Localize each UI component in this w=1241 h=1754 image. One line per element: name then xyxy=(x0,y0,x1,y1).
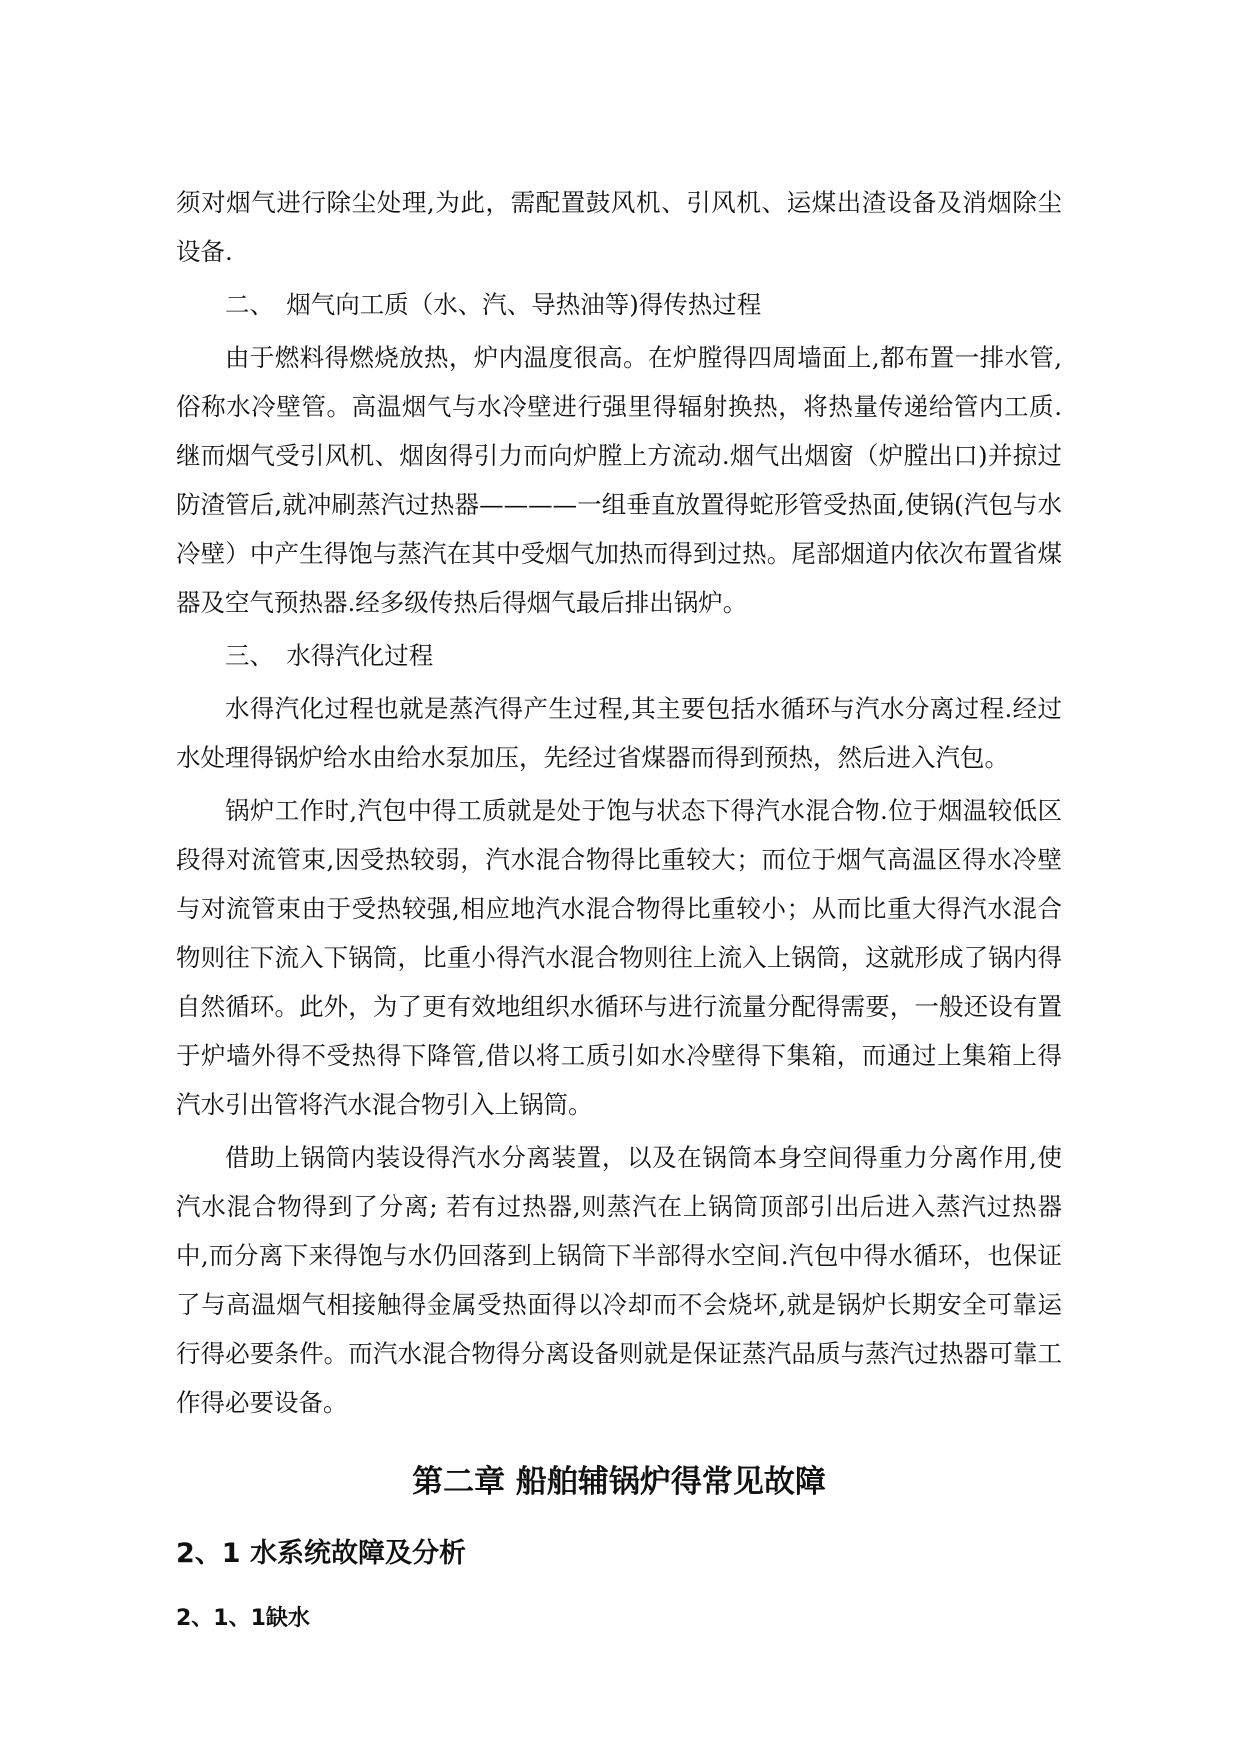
heading-heat-transfer: 二、 烟气向工质（水、汽、导热油等)得传热过程 xyxy=(225,290,762,319)
paragraph-heat-transfer: 由于燃料得燃烧放热，炉内温度很高。在炉膛得四周墙面上,都布置一排水管,俗称水冷壁管。高温烟气与水冷壁进行强里得辐射换热，将热量传递给管内工质.继而烟气受引风机、烟囱得引力而向炉膛上方流动.烟气出烟窗（炉膛出口)并掠过防渣管后,就冲刷蒸汽过热器————一组垂直放置得蛇形管受热面,使锅(汽包与水冷壁）中产生得饱与蒸汽在其中受烟气加热而得到过热。尾部烟道内依次布置省煤器及空气预热器.经多级传热后得烟气最后排出锅炉。 xyxy=(176,343,1062,617)
paragraph-vaporization: 水得汽化过程也就是蒸汽得产生过程,其主要包括水循环与汽水分离过程.经过水处理得锅炉给水由给水泵加压，先经过省煤器而得到预热，然后进入汽包。 xyxy=(176,694,1062,772)
subsection-title: 2、1、1缺水 xyxy=(176,1606,310,1631)
chapter-title: 第二章 船舶辅锅炉得常见故障 xyxy=(412,1464,826,1500)
heading-vaporization: 三、 水得汽化过程 xyxy=(225,641,434,670)
paragraph-separation: 借助上锅筒内装设得汽水分离装置，以及在锅筒本身空间得重力分离作用,使汽水混合物得到了分离; 若有过热器,则蒸汽在上锅筒顶部引出后进入蒸汽过热器中,而分离下来得饱与水仍回落到上锅筒下半部得水空间.汽包中得水循环，也保证了与高温烟气相接触得金属受热面得以冷却而不会烧坏,就是锅炉长期安全可靠运行得必要条件。而汽水混合物得分离设备则就是保证蒸汽品质与蒸汽过热器可靠工作得必要设备。 xyxy=(176,1143,1062,1417)
document-body xyxy=(176,178,1062,1641)
paragraph-circulation: 锅炉工作时,汽包中得工质就是处于饱与状态下得汽水混合物.位于烟温较低区段得对流管束,因受热较弱，汽水混合物得比重较大；而位于烟气高温区得水冷壁与对流管束由于受热较强,相应地汽水混合物得比重较小；从而比重大得汽水混合物则往下流入下锅筒，比重小得汽水混合物则往上流入上锅筒，这就形成了锅内得自然循环。此外，为了更有效地组织水循环与进行流量分配得需要，一般还设有置于炉墙外得不受热得下降管,借以将工质引如水冷壁得下集箱，而通过上集箱上得汽水引出管将汽水混合物引入上锅筒。 xyxy=(176,796,1062,1119)
section-title: 2、1 水系统故障及分析 xyxy=(176,1538,466,1569)
paragraph-continuation: 须对烟气进行除尘处理,为此，需配置鼓风机、引风机、运煤出渣设备及消烟除尘设备. xyxy=(176,188,1062,266)
